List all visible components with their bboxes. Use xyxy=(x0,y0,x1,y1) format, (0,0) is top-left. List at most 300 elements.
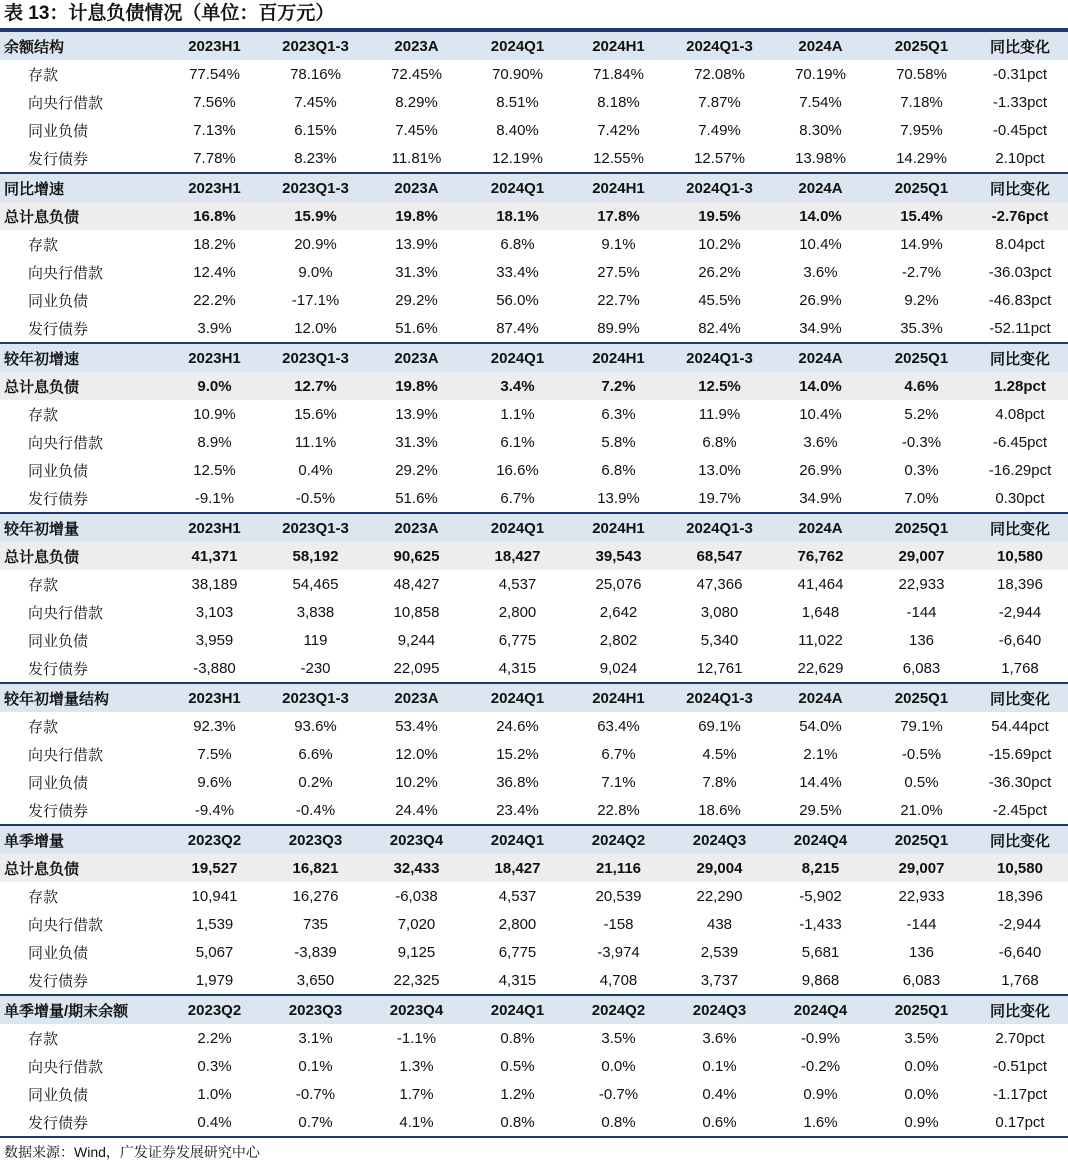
table-cell: -0.31pct xyxy=(992,65,1048,83)
table-cell: -0.45pct xyxy=(992,121,1048,139)
section-header-row xyxy=(0,31,1068,60)
table-cell: 6.6% xyxy=(298,745,333,763)
table-cell: 0.4% xyxy=(702,1085,737,1103)
table-cell: 76,762 xyxy=(770,542,871,570)
table-cell: 9,244 xyxy=(397,631,436,649)
table-cell: 12.4% xyxy=(193,263,236,281)
table-cell: -9.4% xyxy=(194,801,235,819)
table-cell: 39,543 xyxy=(568,542,669,570)
table-cell: -0.51pct xyxy=(992,1057,1048,1075)
column-header: 2024A xyxy=(770,343,871,372)
table-cell: 8.9% xyxy=(197,433,232,451)
table-cell: 10.4% xyxy=(799,235,842,253)
table-cell: 4.1% xyxy=(366,1108,467,1137)
table-cell: 69.1% xyxy=(698,717,741,735)
table-row xyxy=(0,626,1068,654)
table-cell: 5,681 xyxy=(801,943,840,961)
table-cell: 7.87% xyxy=(698,93,741,111)
table-cell: -5,902 xyxy=(799,887,842,905)
total-row xyxy=(0,372,1068,400)
table-cell: 34.9% xyxy=(799,319,842,337)
table-cell: 3,737 xyxy=(700,971,739,989)
table-cell: 92.3% xyxy=(193,717,236,735)
table-cell: 17.8% xyxy=(568,202,669,230)
row-label: 发行债券 xyxy=(28,320,89,338)
table-cell: 2.10pct xyxy=(995,149,1045,167)
table-cell: 10,580 xyxy=(972,854,1068,882)
table-cell: 12.19% xyxy=(492,149,543,167)
table-cell: 1.7% xyxy=(399,1085,434,1103)
row-label: 发行债券 xyxy=(28,660,89,678)
row-label: 同业负债 xyxy=(28,632,89,650)
table-cell: 19.7% xyxy=(698,489,741,507)
table-cell: 22,325 xyxy=(393,971,440,989)
table-row xyxy=(0,144,1068,173)
table-cell: 16,821 xyxy=(265,854,366,882)
table-cell: 14.4% xyxy=(799,773,842,791)
column-header: 2023H1 xyxy=(164,683,265,712)
table-cell: 58,192 xyxy=(265,542,366,570)
table-cell: 20,539 xyxy=(595,887,642,905)
table-cell: 35.3% xyxy=(900,319,943,337)
column-header: 2023A xyxy=(366,173,467,202)
column-header: 2023H1 xyxy=(164,343,265,372)
column-header: 2024Q1-3 xyxy=(669,173,770,202)
column-header: 同比变化 xyxy=(972,343,1068,372)
interest-bearing-liabilities-table xyxy=(0,30,1068,1138)
table-cell: -230 xyxy=(300,659,331,677)
row-label: 存款 xyxy=(28,718,59,736)
table-cell: 63.4% xyxy=(597,717,640,735)
table-cell: 6.7% xyxy=(500,489,535,507)
table-cell: 24.6% xyxy=(496,717,539,735)
section-title: 较年初增量 xyxy=(0,513,164,542)
table-cell: 12.57% xyxy=(694,149,745,167)
table-cell: 15.2% xyxy=(496,745,539,763)
row-label: 存款 xyxy=(28,1030,59,1048)
table-cell: 7.78% xyxy=(193,149,236,167)
table-cell: 2,800 xyxy=(498,603,537,621)
table-cell: 12.0% xyxy=(395,745,438,763)
table-cell: 15.6% xyxy=(294,405,337,423)
table-cell: -0.5% xyxy=(295,489,336,507)
column-header: 2023Q1-3 xyxy=(265,513,366,542)
table-cell: 7.45% xyxy=(294,93,337,111)
table-cell: 19,527 xyxy=(164,854,265,882)
column-header: 2025Q1 xyxy=(871,825,972,854)
table-cell: 1,648 xyxy=(801,603,840,621)
table-cell: 2.70pct xyxy=(995,1029,1045,1047)
table-cell: 8.40% xyxy=(496,121,539,139)
table-cell: 82.4% xyxy=(698,319,741,337)
column-header: 2024H1 xyxy=(568,343,669,372)
column-header: 2023Q4 xyxy=(366,995,467,1024)
column-header: 2023H1 xyxy=(164,513,265,542)
column-header: 2023Q2 xyxy=(164,995,265,1024)
table-cell: 41,464 xyxy=(797,575,844,593)
table-cell: 19.5% xyxy=(669,202,770,230)
table-cell: 6.8% xyxy=(601,461,636,479)
table-cell: 4,708 xyxy=(599,971,638,989)
table-cell: 0.2% xyxy=(298,773,333,791)
table-cell: -0.3% xyxy=(901,433,942,451)
table-cell: 3,103 xyxy=(195,603,234,621)
table-cell: -36.30pct xyxy=(988,773,1052,791)
table-cell: 7.18% xyxy=(900,93,943,111)
table-cell: 29.2% xyxy=(395,291,438,309)
column-header: 2024Q1-3 xyxy=(669,343,770,372)
table-cell: -0.4% xyxy=(295,801,336,819)
table-cell: 11.81% xyxy=(391,149,442,167)
table-cell: 3,838 xyxy=(296,603,335,621)
table-cell: 9.2% xyxy=(904,291,939,309)
table-row xyxy=(0,484,1068,513)
table-cell: 0.17pct xyxy=(972,1108,1068,1137)
table-cell: 10.9% xyxy=(193,405,236,423)
table-cell: 7.0% xyxy=(904,489,939,507)
column-header: 2024Q2 xyxy=(568,825,669,854)
section-header-row xyxy=(0,683,1068,712)
column-header: 2025Q1 xyxy=(871,173,972,202)
column-header: 2023A xyxy=(366,343,467,372)
section-header-row xyxy=(0,825,1068,854)
table-cell: 11.9% xyxy=(698,405,741,423)
table-cell: 3,080 xyxy=(700,603,739,621)
section-title: 余额结构 xyxy=(0,31,164,60)
row-label: 总计息负债 xyxy=(0,542,164,570)
table-cell: 29.2% xyxy=(395,461,438,479)
row-label: 发行债券 xyxy=(28,972,89,990)
column-header: 2024A xyxy=(770,513,871,542)
table-cell: 1.3% xyxy=(399,1057,434,1075)
row-label: 同业负债 xyxy=(28,944,89,962)
table-cell: 68,547 xyxy=(669,542,770,570)
table-cell: 78.16% xyxy=(290,65,341,83)
table-row xyxy=(0,60,1068,88)
table-row xyxy=(0,712,1068,740)
table-cell: -0.7% xyxy=(598,1085,639,1103)
table-row xyxy=(0,230,1068,258)
table-row xyxy=(0,966,1068,995)
table-cell: 56.0% xyxy=(496,291,539,309)
column-header: 同比变化 xyxy=(972,513,1068,542)
section-header-row xyxy=(0,343,1068,372)
column-header: 2025Q1 xyxy=(871,31,972,60)
column-header: 2023A xyxy=(366,513,467,542)
section-title: 较年初增速 xyxy=(0,343,164,372)
total-row xyxy=(0,542,1068,570)
table-cell: -144 xyxy=(906,915,937,933)
table-cell: 1,768 xyxy=(1001,971,1039,989)
table-cell: 2,800 xyxy=(498,915,537,933)
row-label: 存款 xyxy=(28,236,59,254)
column-header: 同比变化 xyxy=(972,995,1068,1024)
table-cell: 18.1% xyxy=(467,202,568,230)
table-cell: 2,642 xyxy=(599,603,638,621)
table-cell: 23.4% xyxy=(496,801,539,819)
column-header: 2025Q1 xyxy=(871,343,972,372)
table-cell: 90,625 xyxy=(366,542,467,570)
column-header: 2023Q1-3 xyxy=(265,683,366,712)
table-cell: 6,775 xyxy=(498,943,537,961)
table-row xyxy=(0,740,1068,768)
column-header: 2024Q1 xyxy=(467,343,568,372)
table-cell: 1.1% xyxy=(500,405,535,423)
total-row xyxy=(0,854,1068,882)
table-row xyxy=(0,938,1068,966)
table-cell: 3.5% xyxy=(904,1029,939,1047)
table-cell: 1,768 xyxy=(1001,659,1039,677)
table-cell: 18,396 xyxy=(997,575,1043,593)
table-cell: 4.5% xyxy=(702,745,737,763)
table-cell: 22,933 xyxy=(898,575,945,593)
table-cell: -0.5% xyxy=(901,745,942,763)
table-cell: 25,076 xyxy=(595,575,642,593)
table-cell: 10.2% xyxy=(395,773,438,791)
table-cell: 1.28pct xyxy=(972,372,1068,400)
column-header: 同比变化 xyxy=(972,825,1068,854)
column-header: 同比变化 xyxy=(972,683,1068,712)
table-cell: 32,433 xyxy=(366,854,467,882)
column-header: 2023A xyxy=(366,683,467,712)
table-cell: 1.2% xyxy=(500,1085,535,1103)
table-cell: -3,839 xyxy=(294,943,337,961)
row-label: 总计息负债 xyxy=(0,202,164,230)
row-label: 存款 xyxy=(28,888,59,906)
column-header: 2024Q1 xyxy=(467,513,568,542)
table-cell: 0.1% xyxy=(702,1057,737,1075)
table-cell: 0.6% xyxy=(669,1108,770,1137)
table-cell: 0.7% xyxy=(265,1108,366,1137)
row-label: 向央行借款 xyxy=(28,434,104,452)
table-cell: 70.58% xyxy=(896,65,947,83)
row-label: 向央行借款 xyxy=(28,746,104,764)
column-header: 2025Q1 xyxy=(871,995,972,1024)
table-cell: 18.2% xyxy=(193,235,236,253)
table-cell: 4.08pct xyxy=(995,405,1045,423)
section-header-row xyxy=(0,513,1068,542)
table-row xyxy=(0,88,1068,116)
table-cell: 12.55% xyxy=(593,149,644,167)
table-cell: 5.2% xyxy=(904,405,939,423)
table-cell: 7.56% xyxy=(193,93,236,111)
row-label: 存款 xyxy=(28,66,59,84)
table-cell: 735 xyxy=(302,915,329,933)
column-header: 2025Q1 xyxy=(871,513,972,542)
table-cell: 33.4% xyxy=(496,263,539,281)
table-cell: 10,858 xyxy=(393,603,440,621)
table-cell: -17.1% xyxy=(291,291,340,309)
column-header: 2024Q1-3 xyxy=(669,31,770,60)
table-cell: 11,022 xyxy=(798,631,843,649)
table-cell: 1.6% xyxy=(770,1108,871,1137)
table-cell: 7.1% xyxy=(601,773,636,791)
table-cell: 13.0% xyxy=(698,461,741,479)
table-cell: -6,640 xyxy=(998,631,1042,649)
table-cell: 6.7% xyxy=(601,745,636,763)
row-label: 同业负债 xyxy=(28,122,89,140)
table-row xyxy=(0,570,1068,598)
column-header: 同比变化 xyxy=(972,31,1068,60)
table-cell: 7.45% xyxy=(395,121,438,139)
table-cell: 22.8% xyxy=(597,801,640,819)
table-cell: 2.1% xyxy=(803,745,838,763)
table-cell: 13.9% xyxy=(395,235,438,253)
table-cell: 24.4% xyxy=(395,801,438,819)
table-cell: 29.5% xyxy=(799,801,842,819)
table-cell: -1.33pct xyxy=(992,93,1048,111)
table-cell: -2.7% xyxy=(901,263,942,281)
table-row xyxy=(0,796,1068,825)
table-cell: 7.5% xyxy=(197,745,232,763)
table-cell: 1,539 xyxy=(195,915,234,933)
table-cell: 51.6% xyxy=(395,489,438,507)
table-cell: 5.8% xyxy=(601,433,636,451)
table-cell: -6,038 xyxy=(395,887,438,905)
table-cell: 0.9% xyxy=(871,1108,972,1137)
table-cell: 9.0% xyxy=(164,372,265,400)
table-cell: 3,959 xyxy=(195,631,234,649)
table-cell: 21.0% xyxy=(900,801,943,819)
table-cell: 5,340 xyxy=(700,631,739,649)
table-cell: 31.3% xyxy=(395,263,438,281)
table-row xyxy=(0,258,1068,286)
column-header: 2024Q3 xyxy=(669,995,770,1024)
table-cell: -144 xyxy=(906,603,937,621)
column-header: 2024H1 xyxy=(568,31,669,60)
table-cell: 87.4% xyxy=(496,319,539,337)
table-cell: -9.1% xyxy=(194,489,235,507)
row-label: 发行债券 xyxy=(28,150,89,168)
table-cell: 9,868 xyxy=(801,971,840,989)
column-header: 2023Q1-3 xyxy=(265,343,366,372)
table-row xyxy=(0,116,1068,144)
column-header: 2024A xyxy=(770,173,871,202)
row-label: 同业负债 xyxy=(28,292,89,310)
column-header: 2024H1 xyxy=(568,513,669,542)
table-cell: 14.0% xyxy=(770,202,871,230)
table-cell: 13.9% xyxy=(597,489,640,507)
table-cell: 1,979 xyxy=(195,971,234,989)
table-cell: 9.6% xyxy=(197,773,232,791)
table-cell: 54.0% xyxy=(799,717,842,735)
table-cell: 0.8% xyxy=(500,1029,535,1047)
table-cell: 6.8% xyxy=(500,235,535,253)
table-cell: -0.2% xyxy=(800,1057,841,1075)
table-cell: 70.19% xyxy=(795,65,846,83)
row-label: 同业负债 xyxy=(28,462,89,480)
table-cell: 7.42% xyxy=(597,121,640,139)
table-cell: 0.8% xyxy=(568,1108,669,1137)
table-cell: 22.7% xyxy=(597,291,640,309)
table-cell: 4.6% xyxy=(871,372,972,400)
column-header: 同比变化 xyxy=(972,173,1068,202)
table-cell: 10,941 xyxy=(191,887,238,905)
table-cell: 119 xyxy=(303,631,328,649)
table-cell: 14.29% xyxy=(896,149,947,167)
table-cell: 136 xyxy=(908,631,935,649)
column-header: 2024Q4 xyxy=(770,825,871,854)
table-cell: 41,371 xyxy=(164,542,265,570)
row-label: 向央行借款 xyxy=(28,916,104,934)
table-cell: 7.49% xyxy=(698,121,741,139)
table-cell: 4,537 xyxy=(498,887,537,905)
table-cell: 26.9% xyxy=(799,461,842,479)
column-header: 2024Q1-3 xyxy=(669,683,770,712)
table-cell: 26.9% xyxy=(799,291,842,309)
column-header: 2024Q1 xyxy=(467,173,568,202)
section-title: 同比增速 xyxy=(0,173,164,202)
table-cell: 8.51% xyxy=(496,93,539,111)
column-header: 2024A xyxy=(770,31,871,60)
table-cell: 13.98% xyxy=(795,149,846,167)
table-cell: 79.1% xyxy=(900,717,943,735)
column-header: 2023Q3 xyxy=(265,995,366,1024)
table-cell: 54.44pct xyxy=(991,717,1049,735)
row-label: 向央行借款 xyxy=(28,1058,104,1076)
row-label: 同业负债 xyxy=(28,774,89,792)
row-label: 发行债券 xyxy=(28,802,89,820)
table-cell: 7.8% xyxy=(702,773,737,791)
column-header: 2023A xyxy=(366,31,467,60)
table-cell: 22,629 xyxy=(797,659,844,677)
column-header: 2024Q1 xyxy=(467,995,568,1024)
column-header: 2023H1 xyxy=(164,31,265,60)
table-cell: -52.11pct xyxy=(989,319,1051,337)
table-row xyxy=(0,598,1068,626)
table-row xyxy=(0,654,1068,683)
table-cell: 0.5% xyxy=(500,1057,535,1075)
column-header: 2023Q2 xyxy=(164,825,265,854)
table-cell: 4,315 xyxy=(498,971,537,989)
table-cell: -6.45pct xyxy=(992,433,1048,451)
table-cell: 29,004 xyxy=(669,854,770,882)
table-cell: 13.9% xyxy=(395,405,438,423)
table-cell: 12,761 xyxy=(696,659,743,677)
column-header: 2024Q1 xyxy=(467,683,568,712)
table-cell: -2.76pct xyxy=(972,202,1068,230)
row-label: 向央行借款 xyxy=(28,264,104,282)
table-cell: 18,427 xyxy=(467,542,568,570)
table-cell: 14.9% xyxy=(900,235,943,253)
table-body xyxy=(0,31,1068,1137)
table-row xyxy=(0,428,1068,456)
table-cell: 19.8% xyxy=(366,372,467,400)
column-header: 2023Q1-3 xyxy=(265,173,366,202)
table-cell: 3.1% xyxy=(298,1029,333,1047)
table-cell: 3,650 xyxy=(296,971,335,989)
table-row xyxy=(0,1024,1068,1052)
table-cell: 12.0% xyxy=(294,319,337,337)
table-cell: 11.1% xyxy=(294,433,337,451)
data-source-note: 数据来源：Wind，广发证券发展研究中心 xyxy=(4,1144,260,1160)
column-header: 2023H1 xyxy=(164,173,265,202)
table-row xyxy=(0,286,1068,314)
row-label: 向央行借款 xyxy=(28,94,104,112)
table-cell: 70.90% xyxy=(492,65,543,83)
table-cell: -1,433 xyxy=(799,915,842,933)
section-title: 较年初增量结构 xyxy=(0,683,164,712)
table-cell: 0.0% xyxy=(904,1057,939,1075)
row-label: 存款 xyxy=(28,576,59,594)
row-label: 总计息负债 xyxy=(0,372,164,400)
table-cell: 9.0% xyxy=(298,263,333,281)
table-row xyxy=(0,456,1068,484)
table-cell: 15.9% xyxy=(265,202,366,230)
table-cell: 0.30pct xyxy=(995,489,1045,507)
table-cell: -158 xyxy=(603,915,634,933)
table-cell: 1.0% xyxy=(197,1085,232,1103)
